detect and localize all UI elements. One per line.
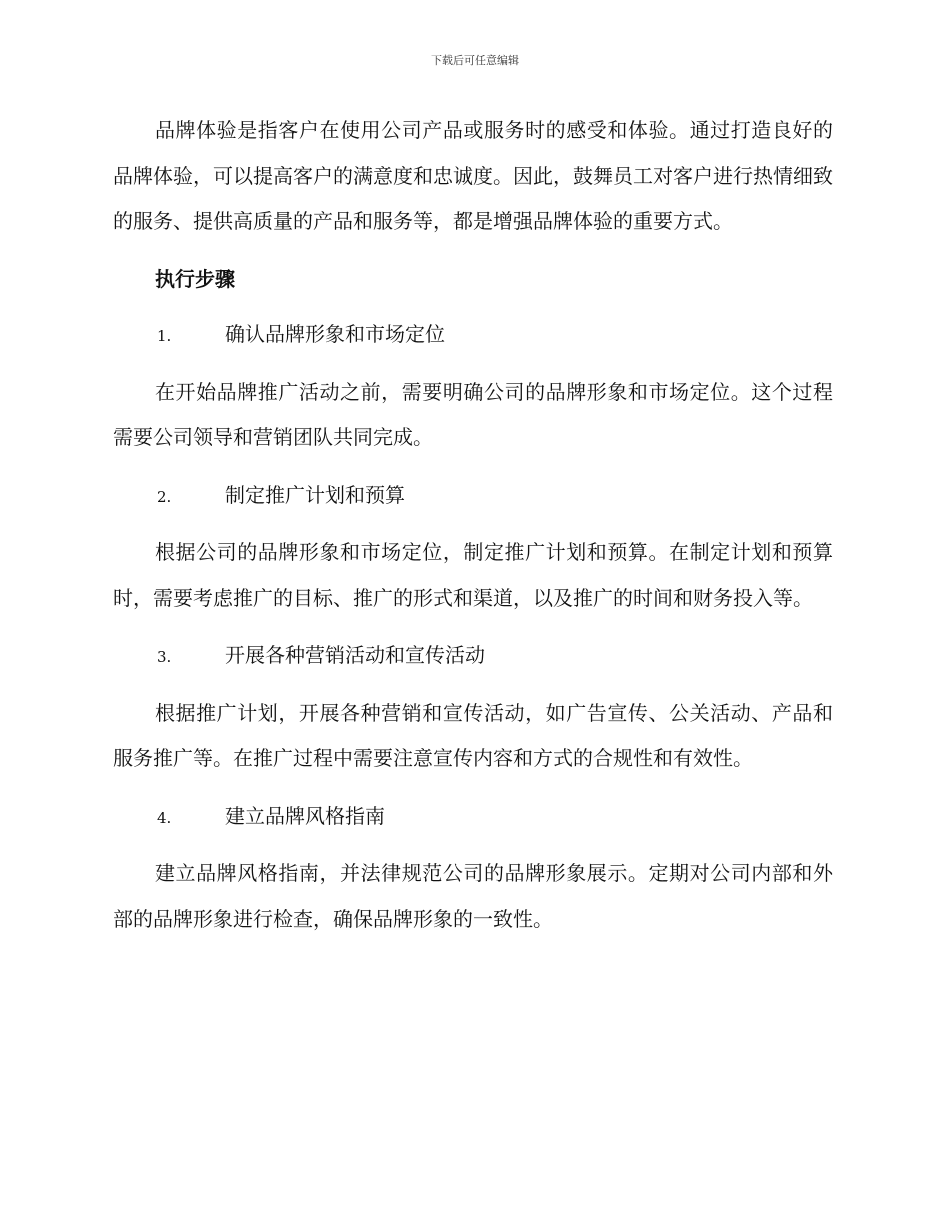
step-title-text: 开展各种营销活动和宣传活动 bbox=[225, 643, 485, 667]
step-title-4 bbox=[113, 794, 833, 842]
step-title-text: 建立品牌风格指南 bbox=[225, 803, 385, 828]
step-number: 4. bbox=[157, 808, 172, 827]
step-number: 2. bbox=[157, 487, 172, 506]
step-number: 3. bbox=[157, 648, 172, 666]
intro-paragraph: 品牌体验是指客户在使用公司产品或服务时的感受和体验。通过打造良好的品牌体验，可以提高客户的满意度和忠诚度。因此，鼓舞员工对客户进行热情细致的服务、提供高质量的产品和服务等，都是增强品牌体验的重要方式。 bbox=[113, 118, 833, 233]
step-title-1 bbox=[113, 312, 833, 360]
step-body-2: 根据公司的品牌形象和市场定位，制定推广计划和预算。在制定计划和预算时，需要考虑推广的目标、推广的形式和渠道，以及推广的时间和财务投入等。 bbox=[113, 540, 833, 610]
step-body-3: 根据推广计划，开展各种营销和宣传活动，如广告宣传、公关活动、产品和服务推广等。在推广过程中需要注意宣传内容和方式的合规性和有效性。 bbox=[113, 700, 833, 770]
step-body-4: 建立品牌风格指南，并法律规范公司的品牌形象展示。定期对公司内部和外部的品牌形象进行检查，确保品牌形象的一致性。 bbox=[113, 861, 833, 931]
section-heading: 执行步骤 bbox=[155, 266, 235, 291]
step-body-1: 在开始品牌推广活动之前，需要明确公司的品牌形象和市场定位。这个过程需要公司领导和营销团队共同完成。 bbox=[113, 379, 833, 449]
step-title-3 bbox=[113, 633, 833, 681]
step-title-2 bbox=[113, 473, 833, 521]
step-number: 1. bbox=[157, 327, 172, 345]
step-title-text: 确认品牌形象和市场定位 bbox=[225, 322, 445, 346]
step-title-text: 制定推广计划和预算 bbox=[225, 482, 405, 507]
page-header-note: 下载后可任意编辑 bbox=[431, 54, 519, 67]
document-body bbox=[113, 108, 833, 954]
